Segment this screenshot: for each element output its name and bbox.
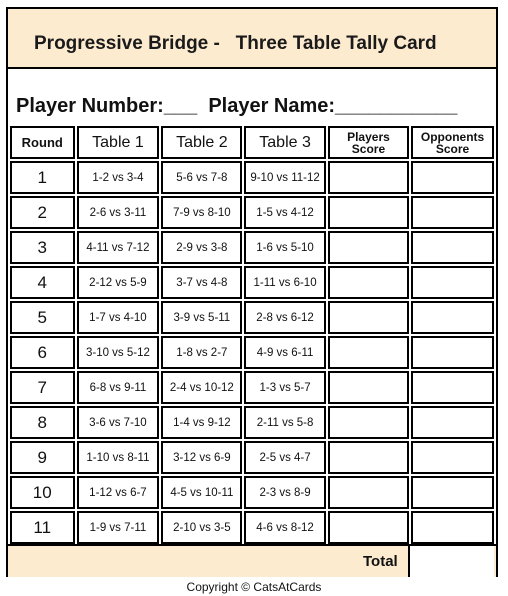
tally-table bbox=[8, 124, 496, 546]
players-score-cell[interactable] bbox=[328, 196, 409, 229]
players-score-cell[interactable] bbox=[328, 301, 409, 334]
players-score-cell[interactable] bbox=[328, 266, 409, 299]
table3-match-cell: 4-6 vs 8-12 bbox=[244, 511, 325, 544]
players-score-cell[interactable] bbox=[328, 476, 409, 509]
table1-match-cell: 4-11 vs 7-12 bbox=[77, 231, 160, 264]
table2-match-cell: 1-4 vs 9-12 bbox=[161, 406, 242, 439]
round-cell: 8 bbox=[10, 406, 75, 439]
opponents-score-cell[interactable] bbox=[411, 336, 494, 369]
table-header-row bbox=[10, 126, 494, 159]
players-score-cell[interactable] bbox=[328, 406, 409, 439]
opponents-score-cell[interactable] bbox=[411, 196, 494, 229]
table1-match-cell: 3-6 vs 7-10 bbox=[77, 406, 160, 439]
round-cell: 10 bbox=[10, 476, 75, 509]
table1-match-cell: 3-10 vs 5-12 bbox=[77, 336, 160, 369]
opponents-score-cell[interactable] bbox=[411, 266, 494, 299]
table2-column-header: Table 2 bbox=[161, 126, 242, 159]
table3-match-cell: 1-3 vs 5-7 bbox=[244, 371, 325, 404]
table2-match-cell: 7-9 vs 8-10 bbox=[161, 196, 242, 229]
table2-match-cell: 2-4 vs 10-12 bbox=[161, 371, 242, 404]
tally-body bbox=[10, 161, 494, 544]
table3-match-cell: 1-5 vs 4-12 bbox=[244, 196, 325, 229]
tally-card bbox=[6, 7, 498, 577]
opponents-score-cell[interactable] bbox=[411, 406, 494, 439]
table-row bbox=[10, 476, 494, 509]
table3-match-cell: 4-9 vs 6-11 bbox=[244, 336, 325, 369]
round-cell: 11 bbox=[10, 511, 75, 544]
players-score-cell[interactable] bbox=[328, 231, 409, 264]
table1-match-cell: 6-8 vs 9-11 bbox=[77, 371, 160, 404]
table2-match-cell: 1-8 vs 2-7 bbox=[161, 336, 242, 369]
round-cell: 1 bbox=[10, 161, 75, 194]
table1-match-cell: 2-6 vs 3-11 bbox=[77, 196, 160, 229]
table2-match-cell: 3-12 vs 6-9 bbox=[161, 441, 242, 474]
total-label: Total bbox=[363, 553, 398, 570]
table3-match-cell: 9-10 vs 11-12 bbox=[244, 161, 325, 194]
player-info-line[interactable]: Player Number:___ Player Name:___________ bbox=[16, 95, 458, 117]
copyright-text: Copyright © CatsAtCards bbox=[186, 580, 322, 594]
opponents-score-cell[interactable] bbox=[411, 231, 494, 264]
table1-match-cell: 1-12 vs 6-7 bbox=[77, 476, 160, 509]
round-cell: 2 bbox=[10, 196, 75, 229]
table3-match-cell: 1-6 vs 5-10 bbox=[244, 231, 325, 264]
table2-match-cell: 3-9 vs 5-11 bbox=[161, 301, 242, 334]
table1-column-header: Table 1 bbox=[77, 126, 160, 159]
table-row bbox=[10, 301, 494, 334]
opponents-score-cell[interactable] bbox=[411, 511, 494, 544]
round-cell: 5 bbox=[10, 301, 75, 334]
table1-match-cell: 1-10 vs 8-11 bbox=[77, 441, 160, 474]
table1-match-cell: 1-9 vs 7-11 bbox=[77, 511, 160, 544]
table2-match-cell: 3-7 vs 4-8 bbox=[161, 266, 242, 299]
table1-match-cell: 1-2 vs 3-4 bbox=[77, 161, 160, 194]
table3-column-header: Table 3 bbox=[244, 126, 325, 159]
opponents-score-cell[interactable] bbox=[411, 301, 494, 334]
round-cell: 4 bbox=[10, 266, 75, 299]
players-score-cell[interactable] bbox=[328, 371, 409, 404]
opponents-score-column-header: Opponents Score bbox=[411, 126, 494, 159]
table1-match-cell: 2-12 vs 5-9 bbox=[77, 266, 160, 299]
opponents-score-cell[interactable] bbox=[411, 476, 494, 509]
players-score-cell[interactable] bbox=[328, 511, 409, 544]
round-cell: 7 bbox=[10, 371, 75, 404]
players-score-column-header: Players Score bbox=[328, 126, 409, 159]
round-cell: 3 bbox=[10, 231, 75, 264]
card-title: Progressive Bridge - Three Table Tally Card bbox=[34, 33, 437, 54]
card-footer bbox=[8, 544, 496, 577]
table-row bbox=[10, 336, 494, 369]
table3-match-cell: 2-11 vs 5-8 bbox=[244, 406, 325, 439]
table2-match-cell: 5-6 vs 7-8 bbox=[161, 161, 242, 194]
table3-match-cell: 2-8 vs 6-12 bbox=[244, 301, 325, 334]
table1-match-cell: 1-7 vs 4-10 bbox=[77, 301, 160, 334]
table-row bbox=[10, 511, 494, 544]
players-score-cell[interactable] bbox=[328, 441, 409, 474]
round-cell: 6 bbox=[10, 336, 75, 369]
table3-match-cell: 1-11 vs 6-10 bbox=[244, 266, 325, 299]
table-row bbox=[10, 441, 494, 474]
opponents-score-cell[interactable] bbox=[411, 371, 494, 404]
table-row bbox=[10, 161, 494, 194]
table-row bbox=[10, 406, 494, 439]
table2-match-cell: 2-9 vs 3-8 bbox=[161, 231, 242, 264]
players-score-cell[interactable] bbox=[328, 336, 409, 369]
card-header bbox=[8, 9, 496, 69]
table-row bbox=[10, 266, 494, 299]
table-row bbox=[10, 371, 494, 404]
round-cell: 9 bbox=[10, 441, 75, 474]
opponents-score-cell[interactable] bbox=[411, 441, 494, 474]
table2-match-cell: 2-10 vs 3-5 bbox=[161, 511, 242, 544]
table3-match-cell: 2-5 vs 4-7 bbox=[244, 441, 325, 474]
round-column-header: Round bbox=[10, 126, 75, 159]
players-score-cell[interactable] bbox=[328, 161, 409, 194]
table3-match-cell: 2-3 vs 8-9 bbox=[244, 476, 325, 509]
table-row bbox=[10, 231, 494, 264]
total-score-box[interactable] bbox=[408, 546, 494, 577]
opponents-score-cell[interactable] bbox=[411, 161, 494, 194]
table2-match-cell: 4-5 vs 10-11 bbox=[161, 476, 242, 509]
table-row bbox=[10, 196, 494, 229]
